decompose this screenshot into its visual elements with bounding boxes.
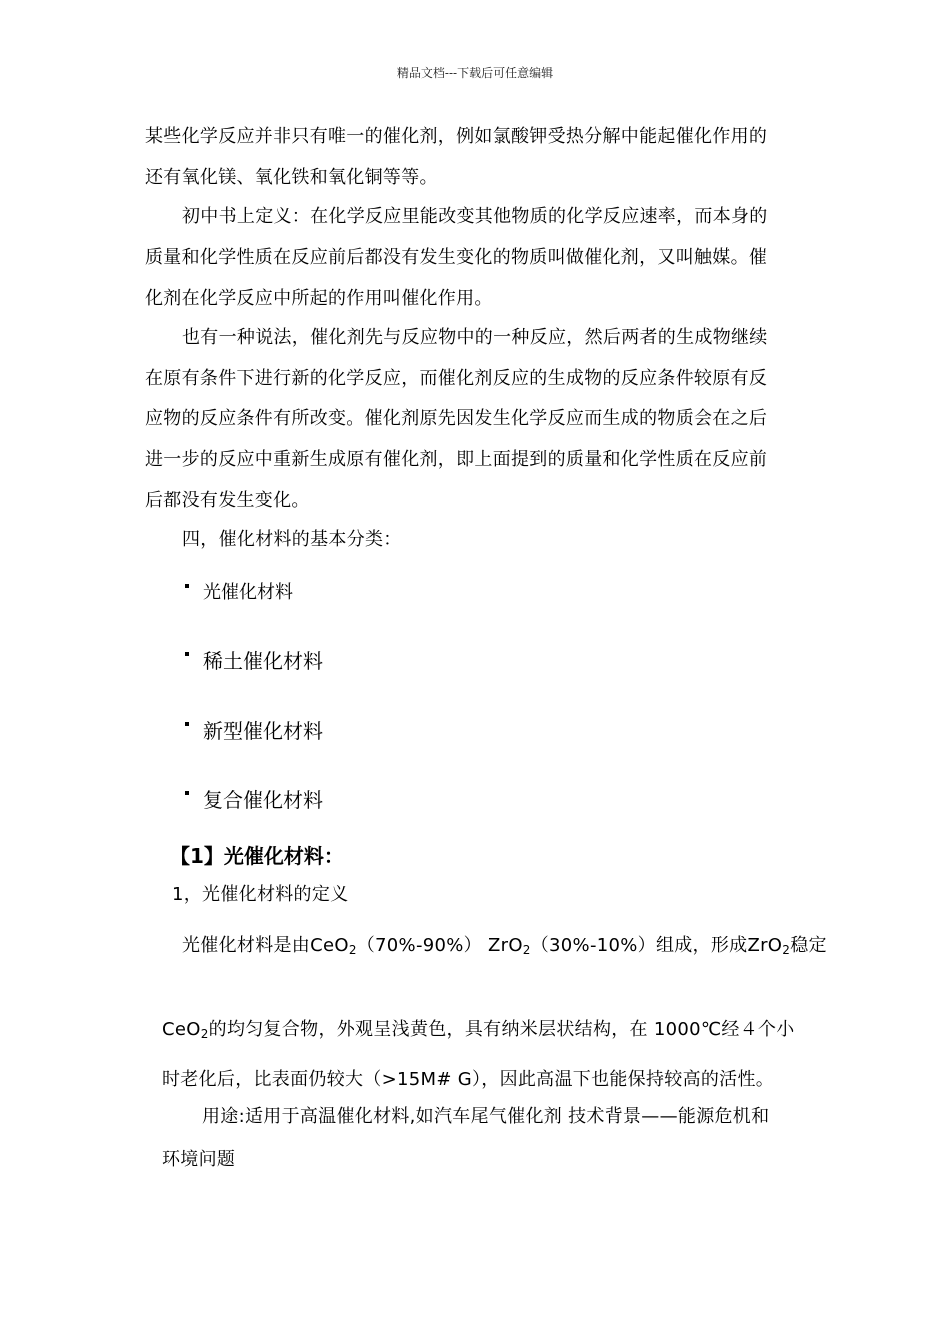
paragraph-line: 四，催化材料的基本分类：: [182, 529, 402, 550]
category-label: 光催化材料: [203, 582, 293, 603]
definition-line: 时老化后，比表面仍较大（>15M# G），因此高温下也能保持较高的活性。: [162, 1069, 775, 1090]
paragraph-line: 初中书上定义：在化学反应里能改变其他物质的化学反应速率，而本身的: [182, 206, 768, 227]
paragraph-line: 化剂在化学反应中所起的作用叫催化作用。: [145, 288, 493, 309]
subscript: 2: [782, 943, 791, 957]
paragraph-line: 后都没有发生变化。: [145, 490, 310, 511]
category-item: [185, 580, 293, 606]
definition-line: [162, 1018, 795, 1046]
definition-line: [182, 934, 827, 962]
bullet-icon: [185, 791, 189, 795]
bullet-icon: [185, 722, 189, 726]
category-label: 新型催化材料: [203, 719, 323, 743]
definition-text: CeO: [162, 1019, 201, 1040]
paragraph-line: 进一步的反应中重新生成原有催化剂，即上面提到的质量和化学性质在反应前: [145, 449, 768, 470]
paragraph-line: 在原有条件下进行新的化学反应，而催化剂反应的生成物的反应条件较原有反: [145, 368, 768, 389]
paragraph-line: 质量和化学性质在反应前后都没有发生变化的物质叫做催化剂，又叫触媒。催: [145, 247, 768, 268]
paragraph-line: 某些化学反应并非只有唯一的催化剂，例如氯酸钾受热分解中能起催化作用的: [145, 126, 768, 147]
category-label: 复合催化材料: [203, 788, 323, 812]
definition-text: （30%-10%）组成，形成ZrO: [530, 935, 783, 956]
category-item: [185, 718, 323, 744]
usage-line: 环境问题: [162, 1149, 236, 1170]
paragraph-line: 还有氧化镁、氧化铁和氧化铜等等。: [145, 167, 438, 188]
definition-text: 的均匀复合物，外观呈浅黄色，具有纳米层状结构，在 1000℃经４个小: [208, 1019, 795, 1040]
page-header: 精品文档---下载后可任意编辑: [396, 66, 554, 80]
definition-text: 光催化材料是由CeO: [182, 935, 349, 956]
section-heading: 【1】光催化材料：: [170, 844, 344, 868]
usage-line: 用途:适用于高温催化材料,如汽车尾气催化剂 技术背景——能源危机和: [202, 1106, 770, 1127]
subscript: 2: [200, 1027, 209, 1041]
paragraph-line: 也有一种说法，催化剂先与反应物中的一种反应，然后两者的生成物继续: [182, 327, 768, 348]
paragraph-line: 应物的反应条件有所改变。催化剂原先因发生化学反应而生成的物质会在之后: [145, 408, 768, 429]
definition-text: （70%-90%） ZrO: [356, 935, 523, 956]
category-item: [185, 648, 323, 674]
category-item: [185, 787, 323, 813]
section-subheading: 1，光催化材料的定义: [172, 884, 349, 905]
subscript: 2: [522, 943, 531, 957]
category-label: 稀土催化材料: [203, 649, 323, 673]
definition-text: 稳定: [790, 935, 827, 956]
subscript: 2: [348, 943, 357, 957]
bullet-icon: [185, 584, 189, 588]
bullet-icon: [185, 652, 189, 656]
